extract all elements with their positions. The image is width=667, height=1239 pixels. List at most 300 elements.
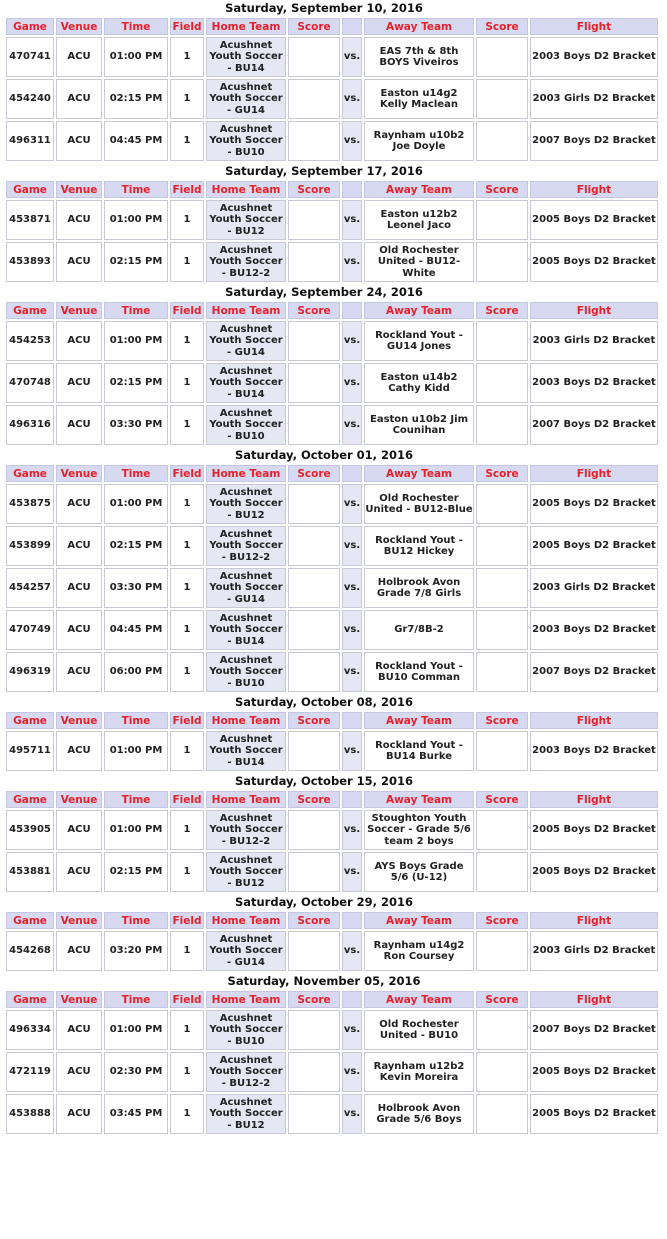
venue-cell: ACU — [56, 568, 102, 608]
header-row — [6, 712, 658, 729]
home-team-cell: Acushnet Youth Soccer - BU12 — [206, 200, 286, 240]
field-cell: 1 — [170, 321, 204, 361]
field-cell: 1 — [170, 405, 204, 445]
field-cell: 1 — [170, 731, 204, 771]
col-game-header: Game — [6, 181, 54, 198]
table-row — [6, 405, 658, 445]
col-time-header: Time — [104, 302, 168, 319]
home-team-cell: Acushnet Youth Soccer - BU12-2 — [206, 242, 286, 282]
time-cell: 03:30 PM — [104, 568, 168, 608]
field-cell: 1 — [170, 200, 204, 240]
away-score-cell — [476, 405, 528, 445]
field-cell: 1 — [170, 1052, 204, 1092]
day-section — [4, 894, 656, 973]
game-id-cell: 454257 — [6, 568, 54, 608]
flight-cell: 2003 Girls D2 Bracket — [530, 79, 658, 119]
flight-cell: 2003 Boys D2 Bracket — [530, 37, 658, 77]
col-away-score-header: Score — [476, 991, 528, 1008]
col-flight-header: Flight — [530, 302, 658, 319]
home-score-cell — [288, 1052, 340, 1092]
venue-cell: ACU — [56, 79, 102, 119]
home-score-cell — [288, 852, 340, 892]
home-score-cell — [288, 79, 340, 119]
flight-cell: 2007 Boys D2 Bracket — [530, 652, 658, 692]
away-score-cell — [476, 1094, 528, 1134]
vs-cell: vs. — [342, 731, 362, 771]
col-flight-header: Flight — [530, 991, 658, 1008]
col-game-header: Game — [6, 302, 54, 319]
col-venue-header: Venue — [56, 18, 102, 35]
col-venue-header: Venue — [56, 465, 102, 482]
field-cell: 1 — [170, 852, 204, 892]
away-team-cell: Easton u10b2 Jim Counihan — [364, 405, 474, 445]
away-team-cell: Holbrook Avon Grade 5/6 Boys — [364, 1094, 474, 1134]
header-row — [6, 991, 658, 1008]
col-vs-header — [342, 912, 362, 929]
col-flight-header: Flight — [530, 18, 658, 35]
vs-cell: vs. — [342, 242, 362, 282]
table-row — [6, 526, 658, 566]
day-section — [4, 973, 656, 1136]
col-away-score-header: Score — [476, 465, 528, 482]
col-away-team-header: Away Team — [364, 791, 474, 808]
vs-cell: vs. — [342, 37, 362, 77]
home-team-cell: Acushnet Youth Soccer - BU10 — [206, 1010, 286, 1050]
venue-cell: ACU — [56, 852, 102, 892]
home-score-cell — [288, 242, 340, 282]
table-row — [6, 79, 658, 119]
col-vs-header — [342, 181, 362, 198]
field-cell: 1 — [170, 484, 204, 524]
game-id-cell: 496311 — [6, 121, 54, 161]
col-venue-header: Venue — [56, 712, 102, 729]
table-row — [6, 1010, 658, 1050]
col-home-team-header: Home Team — [206, 465, 286, 482]
away-team-cell: Old Rochester United - BU10 — [364, 1010, 474, 1050]
col-home-score-header: Score — [288, 181, 340, 198]
vs-cell: vs. — [342, 931, 362, 971]
vs-cell: vs. — [342, 1052, 362, 1092]
away-team-cell: EAS 7th & 8th BOYS Viveiros — [364, 37, 474, 77]
time-cell: 04:45 PM — [104, 610, 168, 650]
flight-cell: 2003 Boys D2 Bracket — [530, 610, 658, 650]
field-cell: 1 — [170, 37, 204, 77]
home-team-cell: Acushnet Youth Soccer - BU14 — [206, 37, 286, 77]
vs-cell: vs. — [342, 568, 362, 608]
away-team-cell: Raynham u14g2 Ron Coursey — [364, 931, 474, 971]
away-score-cell — [476, 79, 528, 119]
flight-cell: 2003 Girls D2 Bracket — [530, 321, 658, 361]
time-cell: 02:15 PM — [104, 242, 168, 282]
venue-cell: ACU — [56, 526, 102, 566]
col-time-header: Time — [104, 912, 168, 929]
time-cell: 01:00 PM — [104, 200, 168, 240]
vs-cell: vs. — [342, 200, 362, 240]
col-home-team-header: Home Team — [206, 302, 286, 319]
home-team-cell: Acushnet Youth Soccer - BU12 — [206, 484, 286, 524]
vs-cell: vs. — [342, 79, 362, 119]
table-row — [6, 610, 658, 650]
day-date: Saturday, October 01, 2016 — [234, 448, 414, 462]
away-score-cell — [476, 731, 528, 771]
col-game-header: Game — [6, 712, 54, 729]
home-team-cell: Acushnet Youth Soccer - BU14 — [206, 610, 286, 650]
col-field-header: Field — [170, 712, 204, 729]
game-id-cell: 495711 — [6, 731, 54, 771]
col-game-header: Game — [6, 912, 54, 929]
header-row — [6, 18, 658, 35]
col-away-team-header: Away Team — [364, 991, 474, 1008]
vs-cell: vs. — [342, 852, 362, 892]
away-score-cell — [476, 242, 528, 282]
col-home-score-header: Score — [288, 18, 340, 35]
col-game-header: Game — [6, 18, 54, 35]
vs-cell: vs. — [342, 121, 362, 161]
col-home-team-header: Home Team — [206, 18, 286, 35]
field-cell: 1 — [170, 121, 204, 161]
game-id-cell: 470749 — [6, 610, 54, 650]
venue-cell: ACU — [56, 610, 102, 650]
venue-cell: ACU — [56, 242, 102, 282]
col-away-score-header: Score — [476, 712, 528, 729]
time-cell: 01:00 PM — [104, 321, 168, 361]
flight-cell: 2005 Boys D2 Bracket — [530, 526, 658, 566]
game-id-cell: 453899 — [6, 526, 54, 566]
table-row — [6, 484, 658, 524]
col-away-score-header: Score — [476, 181, 528, 198]
venue-cell: ACU — [56, 200, 102, 240]
col-venue-header: Venue — [56, 912, 102, 929]
col-flight-header: Flight — [530, 712, 658, 729]
venue-cell: ACU — [56, 321, 102, 361]
flight-cell: 2007 Boys D2 Bracket — [530, 121, 658, 161]
home-score-cell — [288, 731, 340, 771]
col-vs-header — [342, 991, 362, 1008]
time-cell: 02:30 PM — [104, 1052, 168, 1092]
schedule-table — [4, 300, 660, 447]
home-team-cell: Acushnet Youth Soccer - BU12-2 — [206, 810, 286, 850]
away-team-cell: Rockland Yout - GU14 Jones — [364, 321, 474, 361]
day-section — [4, 0, 656, 163]
col-vs-header — [342, 465, 362, 482]
time-cell: 02:15 PM — [104, 852, 168, 892]
game-id-cell: 472119 — [6, 1052, 54, 1092]
col-home-score-header: Score — [288, 465, 340, 482]
home-score-cell — [288, 1094, 340, 1134]
home-score-cell — [288, 200, 340, 240]
col-field-header: Field — [170, 302, 204, 319]
field-cell: 1 — [170, 242, 204, 282]
header-row — [6, 465, 658, 482]
game-id-cell: 496316 — [6, 405, 54, 445]
table-row — [6, 200, 658, 240]
col-home-team-header: Home Team — [206, 712, 286, 729]
table-row — [6, 363, 658, 403]
col-vs-header — [342, 18, 362, 35]
col-field-header: Field — [170, 912, 204, 929]
home-team-cell: Acushnet Youth Soccer - BU10 — [206, 121, 286, 161]
col-home-score-header: Score — [288, 791, 340, 808]
venue-cell: ACU — [56, 1052, 102, 1092]
schedule-table — [4, 989, 660, 1136]
field-cell: 1 — [170, 931, 204, 971]
flight-cell: 2005 Boys D2 Bracket — [530, 242, 658, 282]
venue-cell: ACU — [56, 121, 102, 161]
day-date: Saturday, October 15, 2016 — [234, 774, 414, 788]
away-score-cell — [476, 1052, 528, 1092]
col-home-score-header: Score — [288, 991, 340, 1008]
away-score-cell — [476, 610, 528, 650]
away-score-cell — [476, 652, 528, 692]
home-team-cell: Acushnet Youth Soccer - GU14 — [206, 568, 286, 608]
time-cell: 01:00 PM — [104, 810, 168, 850]
day-section — [4, 694, 656, 773]
col-flight-header: Flight — [530, 465, 658, 482]
field-cell: 1 — [170, 610, 204, 650]
flight-cell: 2005 Boys D2 Bracket — [530, 852, 658, 892]
vs-cell: vs. — [342, 610, 362, 650]
away-team-cell: Rockland Yout - BU14 Burke — [364, 731, 474, 771]
col-game-header: Game — [6, 991, 54, 1008]
day-date: Saturday, September 10, 2016 — [225, 1, 423, 15]
field-cell: 1 — [170, 652, 204, 692]
home-score-cell — [288, 405, 340, 445]
home-team-cell: Acushnet Youth Soccer - BU10 — [206, 405, 286, 445]
away-team-cell: Raynham u10b2 Joe Doyle — [364, 121, 474, 161]
away-team-cell: Rockland Yout - BU10 Comman — [364, 652, 474, 692]
game-id-cell: 453871 — [6, 200, 54, 240]
flight-cell: 2005 Boys D2 Bracket — [530, 810, 658, 850]
away-score-cell — [476, 852, 528, 892]
field-cell: 1 — [170, 79, 204, 119]
time-cell: 03:20 PM — [104, 931, 168, 971]
field-cell: 1 — [170, 568, 204, 608]
home-score-cell — [288, 568, 340, 608]
schedule-table — [4, 179, 660, 284]
table-row — [6, 37, 658, 77]
home-score-cell — [288, 931, 340, 971]
home-team-cell: Acushnet Youth Soccer - BU12 — [206, 1094, 286, 1134]
col-field-header: Field — [170, 465, 204, 482]
col-away-team-header: Away Team — [364, 18, 474, 35]
away-score-cell — [476, 931, 528, 971]
flight-cell: 2007 Boys D2 Bracket — [530, 1010, 658, 1050]
time-cell: 06:00 PM — [104, 652, 168, 692]
flight-cell: 2003 Boys D2 Bracket — [530, 363, 658, 403]
game-id-cell: 470748 — [6, 363, 54, 403]
table-row — [6, 1052, 658, 1092]
home-team-cell: Acushnet Youth Soccer - BU12-2 — [206, 1052, 286, 1092]
col-away-score-header: Score — [476, 18, 528, 35]
vs-cell: vs. — [342, 484, 362, 524]
table-row — [6, 810, 658, 850]
table-row — [6, 1094, 658, 1134]
table-row — [6, 321, 658, 361]
game-id-cell: 453888 — [6, 1094, 54, 1134]
vs-cell: vs. — [342, 405, 362, 445]
time-cell: 01:00 PM — [104, 484, 168, 524]
col-venue-header: Venue — [56, 181, 102, 198]
field-cell: 1 — [170, 810, 204, 850]
venue-cell: ACU — [56, 363, 102, 403]
col-home-score-header: Score — [288, 912, 340, 929]
time-cell: 01:00 PM — [104, 37, 168, 77]
schedule-table — [4, 710, 660, 773]
col-game-header: Game — [6, 791, 54, 808]
home-score-cell — [288, 363, 340, 403]
col-home-team-header: Home Team — [206, 791, 286, 808]
away-team-cell: Old Rochester United - BU12-White — [364, 242, 474, 282]
col-field-header: Field — [170, 18, 204, 35]
game-id-cell: 496334 — [6, 1010, 54, 1050]
vs-cell: vs. — [342, 1010, 362, 1050]
away-score-cell — [476, 37, 528, 77]
home-team-cell: Acushnet Youth Soccer - GU14 — [206, 321, 286, 361]
home-score-cell — [288, 652, 340, 692]
table-row — [6, 852, 658, 892]
field-cell: 1 — [170, 1010, 204, 1050]
home-team-cell: Acushnet Youth Soccer - GU14 — [206, 79, 286, 119]
time-cell: 04:45 PM — [104, 121, 168, 161]
home-team-cell: Acushnet Youth Soccer - GU14 — [206, 931, 286, 971]
col-vs-header — [342, 302, 362, 319]
col-away-score-header: Score — [476, 912, 528, 929]
col-vs-header — [342, 712, 362, 729]
day-date: Saturday, October 08, 2016 — [234, 695, 414, 709]
flight-cell: 2003 Boys D2 Bracket — [530, 731, 658, 771]
time-cell: 03:45 PM — [104, 1094, 168, 1134]
col-time-header: Time — [104, 181, 168, 198]
venue-cell: ACU — [56, 405, 102, 445]
time-cell: 01:00 PM — [104, 1010, 168, 1050]
day-section — [4, 163, 656, 284]
game-id-cell: 453893 — [6, 242, 54, 282]
game-id-cell: 453905 — [6, 810, 54, 850]
venue-cell: ACU — [56, 1010, 102, 1050]
away-score-cell — [476, 810, 528, 850]
flight-cell: 2007 Boys D2 Bracket — [530, 405, 658, 445]
col-home-score-header: Score — [288, 302, 340, 319]
col-away-team-header: Away Team — [364, 302, 474, 319]
table-row — [6, 652, 658, 692]
col-away-team-header: Away Team — [364, 181, 474, 198]
game-id-cell: 454268 — [6, 931, 54, 971]
home-score-cell — [288, 810, 340, 850]
flight-cell: 2005 Boys D2 Bracket — [530, 1052, 658, 1092]
vs-cell: vs. — [342, 526, 362, 566]
home-score-cell — [288, 1010, 340, 1050]
game-id-cell: 453881 — [6, 852, 54, 892]
venue-cell: ACU — [56, 652, 102, 692]
col-home-team-header: Home Team — [206, 181, 286, 198]
col-field-header: Field — [170, 791, 204, 808]
away-team-cell: Holbrook Avon Grade 7/8 Girls — [364, 568, 474, 608]
vs-cell: vs. — [342, 321, 362, 361]
col-field-header: Field — [170, 991, 204, 1008]
away-team-cell: AYS Boys Grade 5/6 (U-12) — [364, 852, 474, 892]
away-team-cell: Easton u14g2 Kelly Maclean — [364, 79, 474, 119]
away-score-cell — [476, 526, 528, 566]
venue-cell: ACU — [56, 931, 102, 971]
away-score-cell — [476, 568, 528, 608]
home-score-cell — [288, 484, 340, 524]
time-cell: 02:15 PM — [104, 79, 168, 119]
away-team-cell: Rockland Yout - BU12 Hickey — [364, 526, 474, 566]
time-cell: 02:15 PM — [104, 363, 168, 403]
day-section — [4, 447, 656, 694]
flight-cell: 2003 Girls D2 Bracket — [530, 568, 658, 608]
col-time-header: Time — [104, 712, 168, 729]
flight-cell: 2005 Boys D2 Bracket — [530, 1094, 658, 1134]
day-section — [4, 773, 656, 894]
home-score-cell — [288, 37, 340, 77]
col-venue-header: Venue — [56, 302, 102, 319]
table-row — [6, 731, 658, 771]
venue-cell: ACU — [56, 37, 102, 77]
vs-cell: vs. — [342, 1094, 362, 1134]
col-game-header: Game — [6, 465, 54, 482]
away-team-cell: Raynham u12b2 Kevin Moreira — [364, 1052, 474, 1092]
header-row — [6, 791, 658, 808]
header-row — [6, 302, 658, 319]
away-score-cell — [476, 121, 528, 161]
away-team-cell: Easton u14b2 Cathy Kidd — [364, 363, 474, 403]
flight-cell: 2005 Boys D2 Bracket — [530, 200, 658, 240]
home-score-cell — [288, 121, 340, 161]
col-vs-header — [342, 791, 362, 808]
col-away-team-header: Away Team — [364, 465, 474, 482]
col-home-score-header: Score — [288, 712, 340, 729]
header-row — [6, 181, 658, 198]
col-time-header: Time — [104, 791, 168, 808]
col-time-header: Time — [104, 18, 168, 35]
table-row — [6, 931, 658, 971]
field-cell: 1 — [170, 363, 204, 403]
vs-cell: vs. — [342, 810, 362, 850]
col-flight-header: Flight — [530, 791, 658, 808]
col-home-team-header: Home Team — [206, 912, 286, 929]
col-venue-header: Venue — [56, 991, 102, 1008]
field-cell: 1 — [170, 526, 204, 566]
away-score-cell — [476, 363, 528, 403]
venue-cell: ACU — [56, 810, 102, 850]
away-score-cell — [476, 1010, 528, 1050]
vs-cell: vs. — [342, 363, 362, 403]
time-cell: 01:00 PM — [104, 731, 168, 771]
game-id-cell: 453875 — [6, 484, 54, 524]
away-team-cell: Stoughton Youth Soccer - Grade 5/6 team 2 boys — [364, 810, 474, 850]
day-date: Saturday, October 29, 2016 — [234, 895, 414, 909]
col-away-team-header: Away Team — [364, 712, 474, 729]
header-row — [6, 912, 658, 929]
col-field-header: Field — [170, 181, 204, 198]
game-id-cell: 454253 — [6, 321, 54, 361]
away-score-cell — [476, 200, 528, 240]
col-away-score-header: Score — [476, 302, 528, 319]
home-score-cell — [288, 526, 340, 566]
home-score-cell — [288, 321, 340, 361]
time-cell: 02:15 PM — [104, 526, 168, 566]
day-date: Saturday, September 17, 2016 — [225, 164, 423, 178]
venue-cell: ACU — [56, 484, 102, 524]
col-time-header: Time — [104, 991, 168, 1008]
day-date: Saturday, September 24, 2016 — [225, 285, 423, 299]
home-team-cell: Acushnet Youth Soccer - BU14 — [206, 363, 286, 403]
col-home-team-header: Home Team — [206, 991, 286, 1008]
away-score-cell — [476, 484, 528, 524]
day-section — [4, 284, 656, 447]
venue-cell: ACU — [56, 1094, 102, 1134]
